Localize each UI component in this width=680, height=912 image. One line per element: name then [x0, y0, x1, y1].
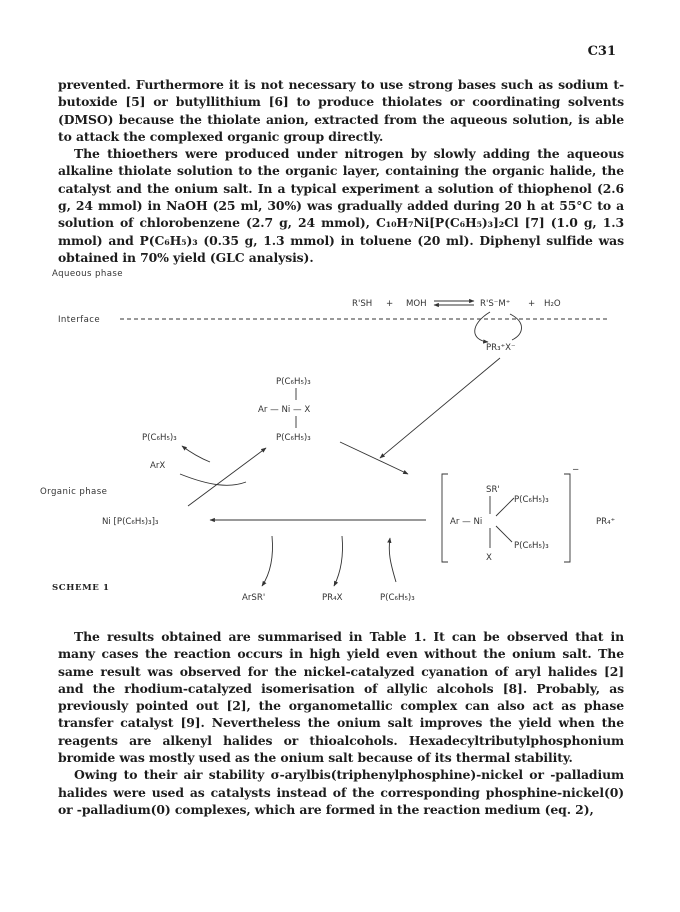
product-pr4x: PR₄X: [322, 593, 343, 603]
reaction-scheme: [40, 262, 640, 606]
bracket-ligand-top: P(C₆H₅)₃: [514, 495, 549, 505]
bond: [496, 526, 512, 542]
onium-pr3x: PR₃⁺X⁻: [486, 343, 516, 353]
aryl-halide: ArX: [150, 461, 166, 471]
oxidative-addition-arrow: [180, 474, 246, 485]
paragraph: The thioethers were produced under nitrogen by slowly adding the aqueous alkaline thiolate solution to the organic layer, containing the organic halide, the catalyst and the onium salt. In a typical experiment a solution of thiophenol (2.6 g, 24 mmol) in NaOH (25 ml, 30%) was gradually added during 20 h at 55°C to a solution of chlorobenzene (2.7 g, 24 mmol), C₁₀H₇Ni[P(C₆H₅)₃]₂Cl [7] (1.0 g, 1.3 mmol) and P(C₆H₅)₃ (0.35 g, 1.3 mmol) in toluene (20 ml). Diphenyl sulfide was obtained in 70% yield (GLC analysis).: [58, 146, 624, 265]
interface-label: Interface: [58, 315, 101, 325]
body-text-top: [58, 76, 624, 266]
bond: [496, 498, 514, 516]
nickel-zero-complex: Ni [P(C₆H₅)₃]₃: [102, 517, 159, 527]
bracket-ar-ni: Ar — Ni: [450, 517, 483, 527]
ligand-release-arrow: [182, 446, 210, 462]
onium-return-arrow: [510, 314, 522, 340]
bracket-sr: SR': [486, 485, 500, 495]
plus-sign: +: [386, 299, 394, 309]
ligand-return-arrow: [389, 538, 396, 582]
tetraalkylphosphonium-cation: PR₄⁺: [596, 517, 616, 527]
product-pph3: P(C₆H₅)₃: [380, 593, 415, 603]
complex-ar-ni-x: Ar — Ni — X: [258, 405, 311, 415]
body-text-bottom: [58, 628, 624, 818]
page-number: C31: [587, 44, 616, 59]
organic-phase-label: Organic phase: [40, 487, 108, 497]
product-arsr-arrow: [262, 536, 273, 586]
plus-sign: +: [528, 299, 536, 309]
aqueous-phase-label: Aqueous phase: [52, 269, 123, 279]
paragraph: Owing to their air stability σ-arylbis(triphenylphosphine)-nickel or -palladium halides were used as catalysts instead of the corresponding phosphine-nickel(0) or -palladium(0) complexes, which are formed in the reaction medium (eq. 2),: [58, 767, 624, 817]
complex-top-ligand: P(C₆H₅)₃: [276, 377, 311, 387]
reactant-moh: MOH: [406, 299, 427, 309]
paragraph: prevented. Furthermore it is not necessary to use strong bases such as sodium t-butoxide [5] or butyllithium [6] to produce thiolates or coordinating solvents (DMSO) because the thiolate anion, extracted from the aqueous solution, is able to attack the complexed organic group directly.: [58, 77, 624, 144]
product-thiolate: R'S⁻M⁺: [480, 299, 511, 309]
free-ligand: P(C₆H₅)₃: [142, 433, 177, 443]
bracket-left: [442, 474, 448, 562]
reactant-rsh: R'SH: [352, 299, 373, 309]
complex-bottom-ligand: P(C₆H₅)₃: [276, 433, 311, 443]
bracket-charge: −: [572, 465, 580, 475]
bracket-ligand-bottom: P(C₆H₅)₃: [514, 541, 549, 551]
bracket-right: [564, 474, 570, 562]
paragraph: The results obtained are summarised in Table 1. It can be observed that in many cases the reaction occurs in high yield even without the onium salt. The same result was observed for the nickel-catalyzed cyanation of aryl halides [2] and the rhodium-catalyzed isomerisation of allylic alcohols [8]. Probably, as previously pointed out [2], the organometallic complex can also act as phase transfer catalyst [9]. Nevertheless the onium salt improves the yield when the reagents are alkenyl halides or thioalcohols. Hexadecyltributylphosphonium bromide was mostly used as the onium salt because of its thermal stability.: [58, 629, 624, 766]
product-pr4x-arrow: [334, 536, 343, 586]
onium-exchange-arrow: [475, 312, 490, 342]
thiolate-transfer-arrow: [380, 358, 500, 458]
scheme-caption: SCHEME 1: [52, 583, 110, 593]
product-arsr: ArSR': [242, 593, 266, 603]
transmetalation-arrow: [340, 442, 408, 474]
cycle-arrow-up: [188, 448, 266, 506]
product-water: H₂O: [544, 299, 561, 309]
bracket-x: X: [486, 553, 492, 563]
